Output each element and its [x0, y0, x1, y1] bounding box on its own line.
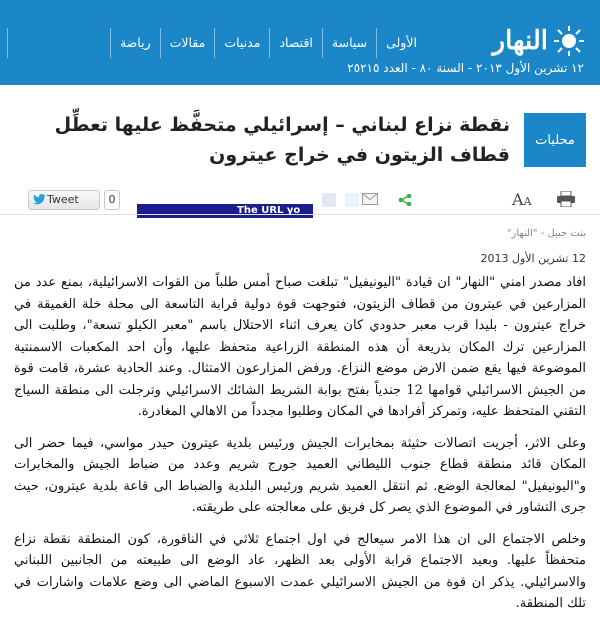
tweet-button[interactable] — [28, 190, 100, 210]
tweet-count: 0 — [104, 190, 120, 210]
article-byline: بنت جبيل - "النهار" — [506, 228, 586, 239]
toolbar-divider — [0, 214, 600, 215]
logo-wordmark: النهار — [492, 26, 548, 56]
email-icon[interactable] — [362, 193, 378, 205]
nav-item-sports[interactable]: رياضة — [110, 28, 160, 58]
logo-mark-icon — [552, 24, 586, 58]
share-icon[interactable] — [398, 193, 412, 207]
nav-item-front-page[interactable]: الأولى — [376, 28, 426, 58]
section-badge[interactable]: محليات — [524, 113, 586, 167]
article-title: نقطة نزاع لبناني – إسرائيلي متحفَّظ عليها تعطِّل قطاف الزيتون في خراج عيترون — [54, 114, 510, 166]
twitter-bird-icon — [33, 194, 46, 205]
tweet-label: Tweet — [47, 193, 79, 206]
nav-edge — [0, 28, 8, 58]
issue-line: ١٢ تشرين الأول ٢٠١٣ - السنة ٨٠ - العدد ٢٥٢١٥ — [347, 61, 584, 75]
article-body — [14, 272, 586, 625]
article-paragraph: وخلص الاجتماع الى ان هذا الامر سيعالج في اول اجتماع ثلاثي في الناقورة، كون المنطقة نقطة نزاع متحفظاً عليها. وبعيد الاجتماع قرابة الأولى بعد الظهر، عاد الوضع الى طبيعته من الجانبين اللبناني والاسرائيلي. يذكر ان قوة من الجيش الاسرائيلي عمدت الاسبوع الماضي الى وضع علامات واشارات في تلك المنطقة. — [14, 531, 586, 611]
article-paragraph: وعلى الاثر، أجريت اتصالات حثيثة بمخابرات الجيش ورئيس بلدية عيترون حيدر مواسي، فيما حضر الى المكان قائد منطقة قطاع جنوب الليطاني العميد جورج شريم وعدد من ضباط الجيش والمخابرات و"اليونيفيل" لمعالجة الوضع. ثم انتقل العميد شريم ورئيس البلدية والضباط الى قاعة بلدية عيترون، حيث جرى التشاور في الموضوع الذي يصر كل فريق على معالجته على طريقته. — [14, 435, 586, 515]
nav-item-economy[interactable]: اقتصاد — [269, 28, 321, 58]
font-size-icon[interactable]: AA — [512, 190, 532, 209]
site-logo[interactable] — [436, 24, 586, 58]
article-paragraph: افاد مصدر امني "النهار" ان قيادة "اليونيفيل" تبلغت صباح أمس طلباً من القوات الاسرائيلية، بمنع عدد من المزارعين في عيترون من قطاف الزيتون، فتوجهت قوة دولية قرابة التاسعة الى محلة خلة الغميقة في خراج عيترون - بليدا قرب معبر حدودي كان يعرف اثناء الاحتلال باسم "معبر الكيلو تسعة"، وطلبت الى المزارعين ترك المكان بذريعة أن هذه المنطقة الزراعية متحفظ عليها، وأن احد المكعبات الاسمنتية الموضوعة فيها يقع ضمن الارض موضع النزاع. ورفض المزارعون الامتثال. وعند الحادية عشرة، قامت قوة من الجيش الاسرائيلي قوامها 12 جندياً بفتح بوابة الشريط الشائك الاسرائيلي وترجلت الى منطقة السياج التقني المتحفظ عليه، وتمركز أفرادها في المكان وطلبوا مجدداً من الاهالي المغادرة. — [14, 275, 586, 419]
main-nav — [110, 28, 426, 58]
twitter-share-icon[interactable] — [345, 193, 359, 207]
print-icon[interactable] — [557, 191, 575, 207]
ad-banner[interactable]: The URL yo — [137, 204, 313, 218]
nav-item-politics[interactable]: سياسة — [322, 28, 376, 58]
nav-item-articles[interactable]: مقالات — [160, 28, 215, 58]
site-header — [0, 0, 600, 85]
nav-item-civics[interactable]: مدنيات — [214, 28, 269, 58]
article-date: 12 تشرين الأول 2013 — [480, 252, 586, 265]
facebook-icon[interactable] — [322, 193, 336, 207]
